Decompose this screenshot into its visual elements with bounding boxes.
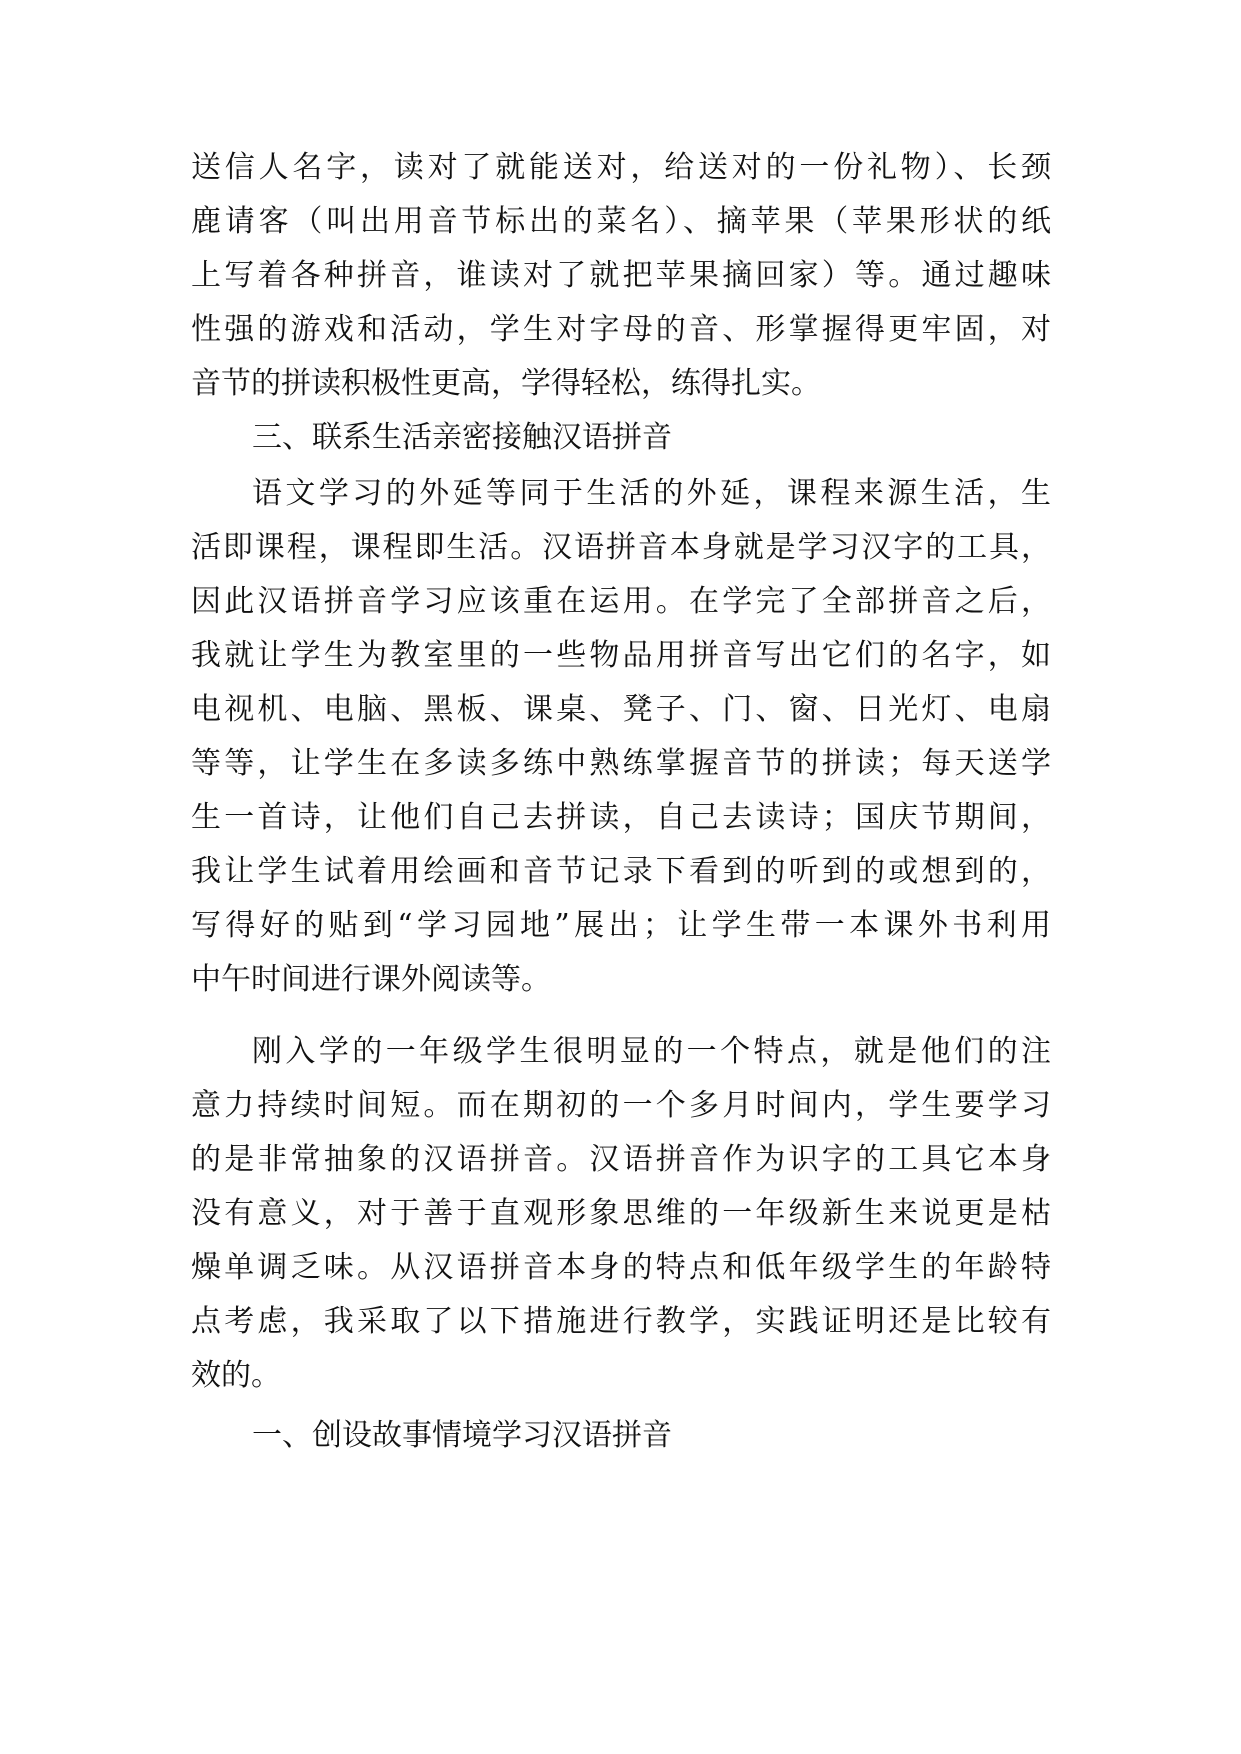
text-line: 写得好的贴到“学习园地”展出；让学生带一本课外书利用 [191,908,1051,943]
text-line: 音节的拼读积极性更高，学得轻松，练得扎实。 [191,366,821,401]
text-line: 电视机、电脑、黑板、课桌、凳子、门、窗、日光灯、电扇 [191,692,1051,727]
text-line: 活即课程，课程即生活。汉语拼音本身就是学习汉字的工具， [191,530,1051,565]
text-line: 语文学习的外延等同于生活的外延，课程来源生活，生 [252,476,1051,511]
text-line: 刚入学的一年级学生很明显的一个特点，就是他们的注 [252,1034,1051,1069]
text-line: 上写着各种拼音，谁读对了就把苹果摘回家）等。通过趣味 [191,258,1051,293]
text-line: 鹿请客（叫出用音节标出的菜名）、摘苹果（苹果形状的纸 [191,204,1051,239]
text-line: 生一首诗，让他们自己去拼读，自己去读诗；国庆节期间， [191,800,1051,835]
text-line: 等等，让学生在多读多练中熟练掌握音节的拼读；每天送学 [191,746,1051,781]
text-line: 我就让学生为教室里的一些物品用拼音写出它们的名字，如 [191,638,1051,673]
text-line: 因此汉语拼音学习应该重在运用。在学完了全部拼音之后， [191,584,1051,619]
section-heading: 三、联系生活亲密接触汉语拼音 [252,420,672,455]
text-line: 的是非常抽象的汉语拼音。汉语拼音作为识字的工具它本身 [191,1142,1051,1177]
text-line: 送信人名字，读对了就能送对，给送对的一份礼物）、长颈 [191,150,1051,185]
section-heading: 一、创设故事情境学习汉语拼音 [252,1418,672,1453]
text-line: 没有意义，对于善于直观形象思维的一年级新生来说更是枯 [191,1196,1051,1231]
text-line: 点考虑，我采取了以下措施进行教学，实践证明还是比较有 [191,1304,1051,1339]
text-line: 效的。 [191,1358,281,1393]
text-line: 意力持续时间短。而在期初的一个多月时间内，学生要学习 [191,1088,1051,1123]
text-line: 性强的游戏和活动，学生对字母的音、形掌握得更牢固，对 [191,312,1051,347]
text-line: 燥单调乏味。从汉语拼音本身的特点和低年级学生的年龄特 [191,1250,1051,1285]
text-line: 中午时间进行课外阅读等。 [191,962,551,997]
text-line: 我让学生试着用绘画和音节记录下看到的听到的或想到的， [191,854,1051,889]
